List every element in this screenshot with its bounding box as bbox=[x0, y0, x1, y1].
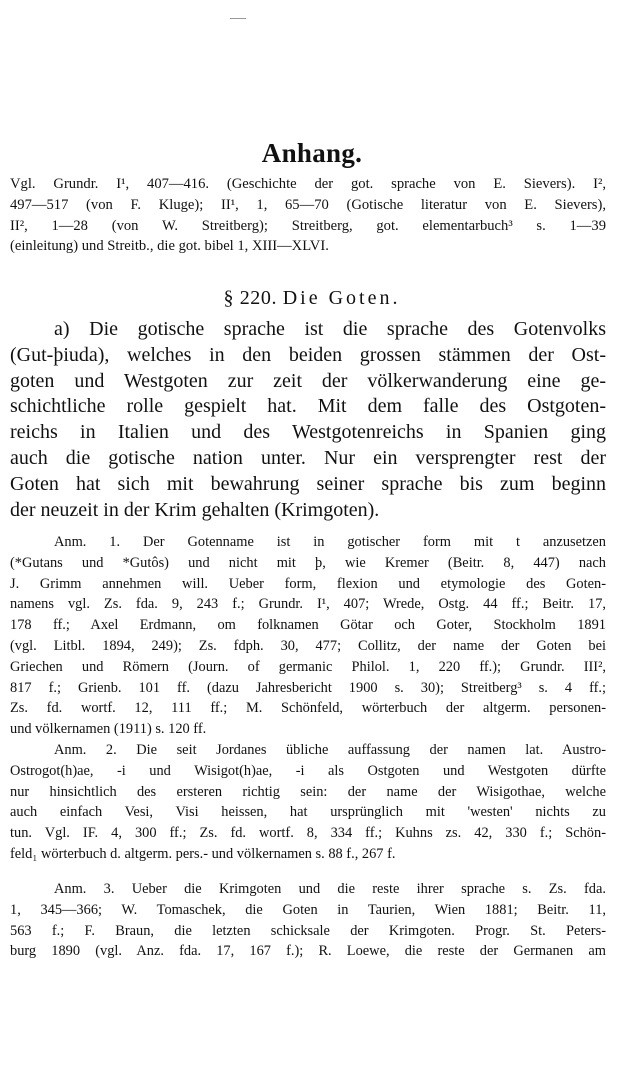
note-line: (*Gutans und *Gutôs) und nicht mit þ, wie Kremer (Beitr. 8, 447) nach bbox=[10, 554, 606, 571]
note-1 bbox=[10, 532, 606, 740]
main-line: auch die gotische nation unter. Nur ein versprengter rest der bbox=[10, 446, 606, 469]
note-line: 563 f.; F. Braun, die letzten schicksale der Krimgoten. Progr. St. Peters- bbox=[10, 922, 606, 939]
reference-line: II², 1—28 (von W. Streitberg); Streitberg, got. elementarbuch³ s. 1—39 bbox=[10, 217, 606, 234]
note-label: Anm. 1. bbox=[54, 534, 121, 550]
paragraph-label: a) bbox=[54, 318, 70, 340]
note-line: Anm. 3. Ueber die Krimgoten und die reste ihrer sprache s. Zs. fda. bbox=[54, 881, 606, 897]
note-line: burg 1890 (vgl. Anz. fda. 17, 167 f.); R. Loewe, die reste der Germanen am bbox=[10, 943, 606, 960]
main-line: Goten hat sich mit bewahrung seiner sprache bis zum beginn bbox=[10, 472, 606, 495]
note-line: 1, 345—366; W. Tomaschek, die Goten in Taurien, Wien 1881; Beitr. 11, bbox=[10, 901, 606, 918]
main-line: (Gut-þiuda), welches in den beiden grossen stämmen der Ost- bbox=[10, 343, 606, 366]
note-line: Anm. 1. Der Gotenname ist in gotischer form mit t anzusetzen bbox=[54, 534, 606, 550]
appendix-heading: Anhang. bbox=[261, 138, 363, 168]
reference-line: 497—517 (von F. Kluge); II¹, 1, 65—70 (Gotische literatur von E. Sievers), bbox=[10, 196, 606, 213]
section-name: Die Goten. bbox=[282, 287, 401, 309]
note-line: Ostrogot(h)ae, -i und Wisigot(h)ae, -i als Ostgoten und Westgoten dürfte bbox=[10, 762, 606, 779]
main-line: reichs in Italien und des Westgotenreichs in Spanien ging bbox=[10, 421, 606, 444]
note-line: tun. Vgl. IF. 4, 300 ff.; Zs. fd. wortf. 8, 334 ff.; Kuhns zs. 42, 330 f.; Schön- bbox=[10, 825, 606, 842]
note-line: und völkernamen (1911) s. 120 ff. bbox=[10, 721, 207, 738]
note-label: Anm. 2. bbox=[54, 742, 117, 758]
note-2 bbox=[10, 740, 606, 865]
note-line: auch einfach Vesi, Visi heissen, hat ursprünglich mit 'westen' nichts zu bbox=[10, 804, 606, 821]
note-line: namens vgl. Zs. fda. 9, 243 f.; Grundr. I¹, 407; Wrede, Ostg. 44 ff.; Beitr. 17, bbox=[10, 596, 606, 613]
note-line: 817 f.; Grienb. 101 ff. (dazu Jahresbericht 1900 s. 30); Streitberg³ s. 4 ff.; bbox=[10, 679, 606, 696]
note-label: Anm. 3. bbox=[54, 881, 115, 897]
note-line: 178 ff.; Axel Erdmann, om folknamen Götar och Goter, Stockholm 1891 bbox=[10, 617, 606, 634]
pencil-mark bbox=[230, 18, 246, 19]
note-3 bbox=[10, 879, 606, 962]
references-paragraph bbox=[10, 174, 606, 257]
note-line: Anm. 2. Die seit Jordanes übliche auffassung der namen lat. Austro- bbox=[54, 742, 606, 758]
main-line: goten und Westgoten zur zeit der völkerwanderung eine ge- bbox=[10, 369, 606, 392]
main-paragraph bbox=[10, 317, 606, 523]
note-line: Zs. fd. wortf. 12, 111 ff.; M. Schönfeld, wörterbuch der altgerm. personen- bbox=[10, 700, 606, 717]
section-title bbox=[0, 287, 624, 310]
section-number: § 220. bbox=[223, 287, 278, 309]
main-line: der neuzeit in der Krim gehalten (Krimgoten). bbox=[10, 498, 380, 521]
reference-line: Vgl. Grundr. I¹, 407—416. (Geschichte der got. sprache von E. Sievers). I², bbox=[10, 176, 606, 192]
note-line: feld₁ wörterbuch d. altgerm. pers.- und völkernamen s. 88 f., 267 f. bbox=[10, 845, 396, 862]
note-line: (vgl. Litbl. 1894, 249); Zs. fdph. 30, 477; Collitz, der name der Goten bei bbox=[10, 637, 606, 654]
main-line: schichtliche rolle gespielt hat. Mit dem falle des Ostgoten- bbox=[10, 395, 606, 418]
reference-line: (einleitung) und Streitb., die got. bibel 1, XIII—XLVI. bbox=[10, 238, 329, 255]
main-line: a) Die gotische sprache ist die sprache des Gotenvolks bbox=[54, 318, 606, 340]
note-line: Griechen und Römern (Journ. of germanic Philol. 1, 220 ff.); Grundr. III², bbox=[10, 658, 606, 675]
note-line: J. Grimm annehmen will. Ueber form, flexion und etymologie des Goten- bbox=[10, 575, 606, 592]
note-line: nur hinsichtlich des ersteren richtig sein: der name der Wisigothae, welche bbox=[10, 783, 606, 800]
